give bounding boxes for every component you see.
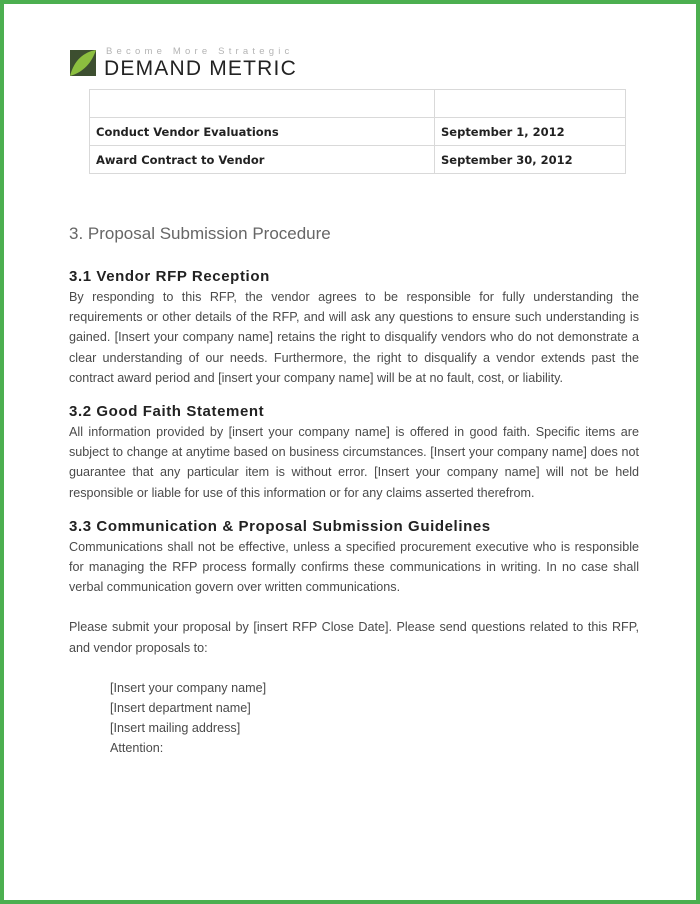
submission-instructions: Please submit your proposal by [insert RFP Close Date]. Please send questions related to this RFP, and vendor proposals to: [69, 620, 639, 655]
address-line: [Insert your company name] [110, 680, 267, 695]
address-line: [Insert mailing address] [110, 721, 241, 736]
subsection-heading-3-3: 3.3 Communication & Proposal Submission Guidelines [69, 517, 491, 535]
document-content [69, 222, 639, 759]
task-cell: Conduct Vendor Evaluations [90, 118, 435, 146]
mailing-address-block [110, 678, 639, 759]
section-title: 3. Proposal Submission Procedure [69, 224, 331, 243]
task-cell [90, 90, 435, 118]
date-cell: September 30, 2012 [435, 146, 626, 174]
subsection-body-3-2: All information provided by [insert your company name] is offered in good faith. Specific items are subject to change at anytime based on business circumstances. [Insert your company name] does not guarantee that any particular item is without error. [Insert your company name] will not be held responsible or liable for use of this information or for any claims asserted therefrom. [69, 425, 639, 500]
date-cell: September 1, 2012 [435, 118, 626, 146]
address-line: [Insert department name] [110, 701, 251, 716]
table-row [90, 118, 626, 146]
subsection-heading-3-1: 3.1 Vendor RFP Reception [69, 268, 270, 285]
table-row [90, 90, 626, 118]
subsection-body-3-3: Communications shall not be effective, unless a specified procurement executive who is responsible for managing the RFP process formally confirms these communications in writing. In no case shall verbal communication govern over written communications. [69, 539, 639, 595]
logo-tagline: Become More Strategic [106, 46, 294, 57]
subsection-heading-3-2: 3.2 Good Faith Statement [69, 403, 265, 421]
task-cell: Award Contract to Vendor [90, 146, 435, 174]
subsection-body-3-1: By responding to this RFP, the vendor agrees to be responsible for fully understanding the requirements or other details of the RFP, and will ask any questions to ensure such understanding is gained. [Insert your company name] retains the right to disqualify vendors who do not demonstrate a clear understanding of our needs. Furthermore, the right to disqualify a vendor extends past the contract award period and [insert your company name] will be at no fault, cost, or liability. [69, 290, 639, 385]
logo-leaf-icon [68, 48, 98, 78]
date-cell [435, 90, 626, 118]
logo-brand-name: DEMAND METRIC [104, 57, 297, 80]
address-line: Attention: [110, 741, 164, 756]
demand-metric-logo [68, 46, 358, 82]
timeline-table [89, 89, 626, 174]
table-row [90, 146, 626, 174]
